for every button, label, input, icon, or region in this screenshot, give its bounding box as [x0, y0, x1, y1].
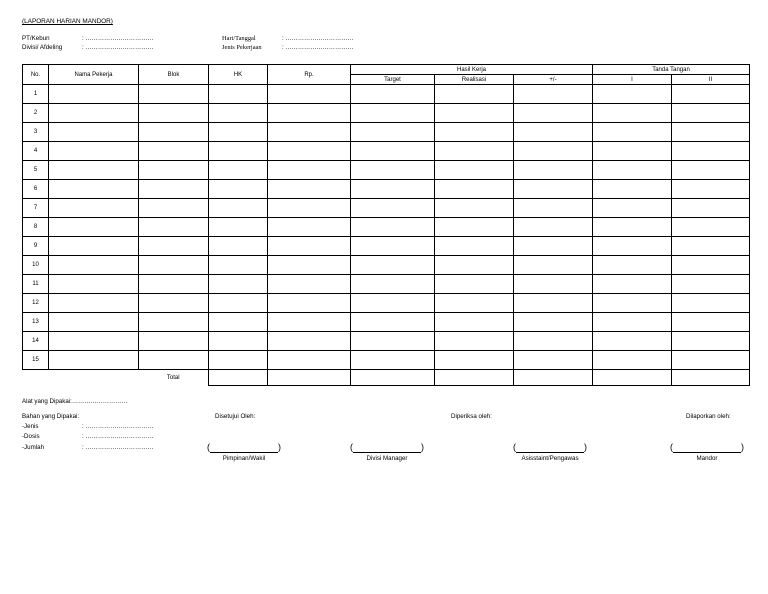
footer-label-dosis: -Dosis — [22, 433, 40, 440]
table-cell — [593, 294, 672, 313]
table-row — [23, 313, 750, 332]
table-cell — [672, 294, 750, 313]
table-cell — [593, 313, 672, 332]
col-header-tanda-tangan: Tanda Tangan — [593, 65, 750, 75]
table-cell — [435, 161, 514, 180]
table-cell — [672, 237, 750, 256]
table-cell — [435, 199, 514, 218]
table-cell — [593, 104, 672, 123]
footer-label-jenis: -Jenis — [22, 423, 39, 430]
row-number: 9 — [23, 237, 49, 256]
table-cell — [49, 161, 139, 180]
signature-line — [353, 452, 421, 453]
table-cell — [514, 199, 593, 218]
table-cell — [209, 199, 268, 218]
table-cell — [209, 332, 268, 351]
table-row — [23, 199, 750, 218]
header-value-divisi: : …………………………… — [82, 44, 154, 51]
table-cell — [139, 332, 209, 351]
table-cell — [209, 237, 268, 256]
table-row — [23, 275, 750, 294]
row-number: 6 — [23, 180, 49, 199]
table-row — [23, 161, 750, 180]
signature-heading-diperiksa: Diperiksa oleh: — [451, 413, 492, 420]
table-cell — [139, 351, 209, 370]
table-cell — [268, 294, 351, 313]
table-cell — [672, 123, 750, 142]
table-cell — [139, 161, 209, 180]
col-header-selisih: +/- — [514, 75, 593, 85]
header-label-divisi: Divisi/ Afdeling — [22, 44, 63, 51]
col-header-nama-pekerja: Nama Pekerja — [49, 65, 139, 85]
row-number: 5 — [23, 161, 49, 180]
total-label: Total — [166, 374, 180, 381]
table-cell — [351, 180, 435, 199]
table-cell — [351, 256, 435, 275]
table-cell — [593, 161, 672, 180]
table-cell — [593, 275, 672, 294]
table-cell — [593, 180, 672, 199]
table-cell — [49, 104, 139, 123]
footer-value-dosis: : …………………………… — [82, 433, 154, 440]
table-cell — [435, 332, 514, 351]
table-cell — [49, 142, 139, 161]
table-row — [23, 85, 750, 104]
table-cell — [435, 351, 514, 370]
signature-line — [516, 452, 584, 453]
table-cell — [49, 180, 139, 199]
table-cell — [593, 256, 672, 275]
paren-close: ) — [278, 442, 281, 452]
table-cell — [351, 199, 435, 218]
total-row — [23, 370, 750, 386]
alat-yang-dipakai: Alat yang Dipakai:……………………… — [22, 398, 128, 405]
col-header-hasil-kerja: Hasil Kerja — [351, 65, 593, 75]
table-cell — [514, 142, 593, 161]
table-row — [23, 351, 750, 370]
table-cell — [268, 351, 351, 370]
table-cell — [672, 199, 750, 218]
total-cell — [435, 370, 514, 386]
table-cell — [209, 275, 268, 294]
signature-block-pimpinan — [207, 442, 281, 456]
row-number: 13 — [23, 313, 49, 332]
table-cell — [351, 294, 435, 313]
signature-line — [673, 452, 741, 453]
col-header-ttd-2: II — [672, 75, 750, 85]
paren-close: ) — [584, 442, 587, 452]
table-cell — [139, 123, 209, 142]
footer-label-jumlah: -Jumlah — [22, 444, 45, 451]
table-cell — [209, 313, 268, 332]
table-cell — [351, 123, 435, 142]
col-header-rp: Rp. — [268, 65, 351, 85]
table-cell — [672, 218, 750, 237]
footer-value-jenis: : …………………………… — [82, 423, 154, 430]
paren-open: ( — [513, 442, 516, 452]
table-cell — [672, 85, 750, 104]
table-cell — [593, 218, 672, 237]
col-header-realisasi: Realisasi — [435, 75, 514, 85]
paren-close: ) — [421, 442, 424, 452]
signature-role-divisi-manager: Divisi Manager — [366, 455, 408, 462]
table-cell — [49, 256, 139, 275]
table-cell — [209, 294, 268, 313]
table-cell — [351, 313, 435, 332]
total-spacer — [23, 370, 49, 386]
header-value-hari-tanggal: : …………………………… — [282, 35, 354, 42]
row-number: 10 — [23, 256, 49, 275]
table-cell — [514, 104, 593, 123]
table-cell — [351, 161, 435, 180]
table-cell — [435, 218, 514, 237]
table-cell — [49, 294, 139, 313]
table-row — [23, 104, 750, 123]
table-cell — [209, 161, 268, 180]
table-cell — [593, 351, 672, 370]
table-cell — [593, 85, 672, 104]
table-cell — [351, 332, 435, 351]
row-number: 8 — [23, 218, 49, 237]
table-cell — [672, 332, 750, 351]
col-header-ttd-1: I — [593, 75, 672, 85]
table-cell — [49, 351, 139, 370]
table-cell — [514, 85, 593, 104]
table-cell — [593, 237, 672, 256]
header-label-pt-kebun: PT/Kebun — [22, 35, 50, 42]
report-title: (LAPORAN HARIAN MANDOR) — [22, 18, 113, 25]
table-cell — [139, 237, 209, 256]
table-cell — [351, 104, 435, 123]
table-cell — [672, 161, 750, 180]
table-row — [23, 237, 750, 256]
table-cell — [49, 85, 139, 104]
col-header-no: No. — [23, 65, 49, 85]
table-cell — [268, 199, 351, 218]
table-cell — [435, 180, 514, 199]
table-cell — [209, 256, 268, 275]
table-row — [23, 180, 750, 199]
total-cell — [672, 370, 750, 386]
table-cell — [672, 142, 750, 161]
table-cell — [435, 142, 514, 161]
table-row — [23, 256, 750, 275]
header-value-pt-kebun: : …………………………… — [82, 35, 154, 42]
table-cell — [209, 85, 268, 104]
table-cell — [514, 313, 593, 332]
signature-role-asisstaint: Asisstaint/Pengawas — [521, 455, 579, 462]
table-cell — [49, 123, 139, 142]
table-cell — [268, 104, 351, 123]
table-cell — [514, 294, 593, 313]
table-cell — [435, 123, 514, 142]
table-cell — [672, 351, 750, 370]
table-cell — [209, 180, 268, 199]
row-number: 11 — [23, 275, 49, 294]
table-cell — [268, 85, 351, 104]
row-number: 15 — [23, 351, 49, 370]
table-cell — [139, 199, 209, 218]
row-number: 14 — [23, 332, 49, 351]
table-cell — [593, 199, 672, 218]
table-cell — [435, 256, 514, 275]
table-cell — [514, 275, 593, 294]
signature-role-pimpinan: Pimpinan/Wakil — [222, 455, 266, 462]
table-cell — [672, 256, 750, 275]
bahan-yang-dipakai: Bahan yang Dipakai: — [22, 413, 80, 420]
table-cell — [268, 237, 351, 256]
table-cell — [268, 275, 351, 294]
table-cell — [514, 237, 593, 256]
table-row — [23, 294, 750, 313]
table-cell — [268, 256, 351, 275]
row-number: 3 — [23, 123, 49, 142]
table-cell — [139, 142, 209, 161]
table-cell — [672, 104, 750, 123]
paren-close: ) — [741, 442, 744, 452]
header-value-jenis-pekerjaan: : …………………………… — [282, 44, 354, 51]
table-cell — [435, 237, 514, 256]
signature-heading-dilaporkan: Dilaporkan oleh: — [686, 413, 731, 420]
table-cell — [49, 218, 139, 237]
table-cell — [139, 256, 209, 275]
table-cell — [268, 180, 351, 199]
table-cell — [672, 313, 750, 332]
table-cell — [139, 275, 209, 294]
paren-open: ( — [350, 442, 353, 452]
header-label-hari-tanggal: Hari/Tanggal — [222, 35, 256, 42]
table-cell — [351, 237, 435, 256]
signature-block-mandor — [670, 442, 744, 456]
footer-value-jumlah: : …………………………… — [82, 444, 154, 451]
table-cell — [435, 294, 514, 313]
table-cell — [49, 313, 139, 332]
col-header-target: Target — [351, 75, 435, 85]
signature-role-mandor: Mandor — [696, 455, 718, 462]
table-cell — [49, 237, 139, 256]
table-cell — [268, 142, 351, 161]
total-cell — [209, 370, 268, 386]
table-cell — [139, 218, 209, 237]
table-cell — [351, 85, 435, 104]
table-cell — [435, 313, 514, 332]
table-cell — [435, 104, 514, 123]
paren-open: ( — [670, 442, 673, 452]
table-cell — [593, 123, 672, 142]
col-header-hk: HK — [209, 65, 268, 85]
total-spacer — [49, 370, 139, 386]
table-row — [23, 332, 750, 351]
table-cell — [514, 256, 593, 275]
table-cell — [435, 275, 514, 294]
table-cell — [672, 180, 750, 199]
total-cell — [268, 370, 351, 386]
table-cell — [209, 351, 268, 370]
table-cell — [268, 313, 351, 332]
table-cell — [139, 85, 209, 104]
table-cell — [49, 275, 139, 294]
table-row — [23, 123, 750, 142]
signature-block-divisi-manager — [350, 442, 424, 456]
table-cell — [139, 294, 209, 313]
table-cell — [139, 180, 209, 199]
row-number: 4 — [23, 142, 49, 161]
table-cell — [268, 123, 351, 142]
row-number: 1 — [23, 85, 49, 104]
table-cell — [514, 351, 593, 370]
table-row — [23, 218, 750, 237]
table-cell — [593, 332, 672, 351]
table-cell — [351, 218, 435, 237]
table-cell — [49, 332, 139, 351]
table-cell — [209, 123, 268, 142]
table-cell — [209, 218, 268, 237]
row-number: 7 — [23, 199, 49, 218]
table-row — [23, 142, 750, 161]
total-cell — [514, 370, 593, 386]
table-cell — [139, 313, 209, 332]
signature-block-asisstaint — [513, 442, 587, 456]
table-cell — [351, 351, 435, 370]
table-cell — [209, 104, 268, 123]
table-cell — [514, 123, 593, 142]
total-cell — [593, 370, 672, 386]
col-header-blok: Blok — [139, 65, 209, 85]
table-cell — [351, 142, 435, 161]
table-cell — [672, 275, 750, 294]
table-cell — [351, 275, 435, 294]
table-cell — [514, 332, 593, 351]
table-cell — [435, 85, 514, 104]
table-cell — [268, 161, 351, 180]
work-report-table — [22, 64, 750, 386]
table-cell — [268, 218, 351, 237]
table-cell — [514, 218, 593, 237]
table-cell — [514, 180, 593, 199]
table-cell — [514, 161, 593, 180]
signature-heading-disetujui: Disetujui Oleh: — [215, 413, 256, 420]
table-cell — [49, 199, 139, 218]
signature-line — [210, 452, 278, 453]
table-cell — [209, 142, 268, 161]
paren-open: ( — [207, 442, 210, 452]
table-cell — [268, 332, 351, 351]
row-number: 2 — [23, 104, 49, 123]
total-cell — [351, 370, 435, 386]
header-label-jenis-pekerjaan: Jenis Pekerjaan — [222, 44, 262, 51]
row-number: 12 — [23, 294, 49, 313]
table-cell — [593, 142, 672, 161]
table-cell — [139, 104, 209, 123]
